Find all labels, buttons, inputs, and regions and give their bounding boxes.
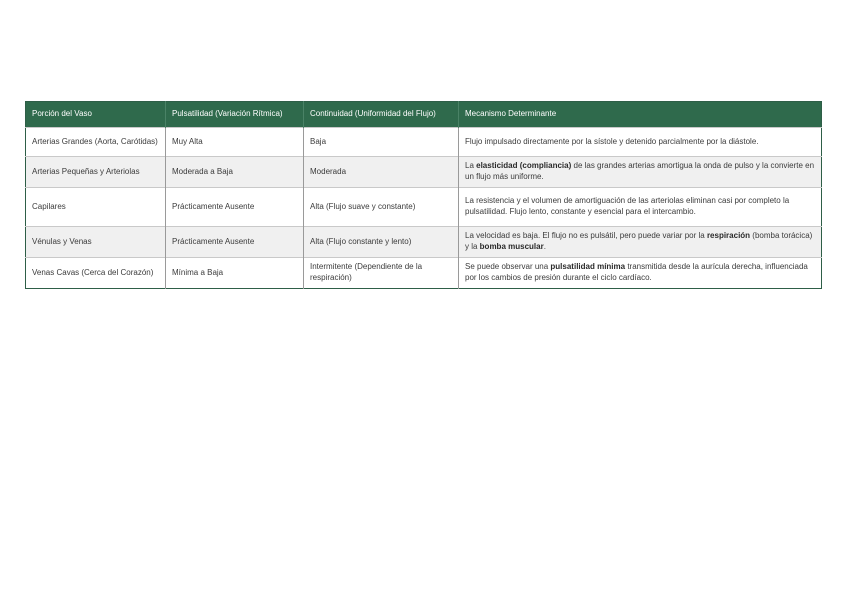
- mechanism-text: La velocidad es baja. El flujo no es pulsátil, pero puede variar por la: [465, 231, 707, 241]
- cell-mechanism: [459, 188, 822, 227]
- cell-mechanism: [459, 258, 822, 289]
- table-row: [26, 157, 822, 188]
- cell-pulsatility: Prácticamente Ausente: [166, 188, 304, 227]
- mechanism-text: La resistencia y el volumen de amortiguación de las arteriolas eliminan casi por completo la pulsatilidad. Flujo lento, constante y esencial para el intercambio.: [465, 196, 790, 216]
- mechanism-bold-term: respiración: [706, 231, 751, 241]
- column-header-continuity: Continuidad (Uniformidad del Flujo): [304, 102, 459, 128]
- cell-pulsatility: Muy Alta: [166, 128, 304, 157]
- table-row: [26, 128, 822, 157]
- cell-continuity: Alta (Flujo suave y constante): [304, 188, 459, 227]
- cell-continuity: Moderada: [304, 157, 459, 188]
- cell-pulsatility: Prácticamente Ausente: [166, 227, 304, 258]
- table-row: [26, 258, 822, 289]
- cell-mechanism: [459, 128, 822, 157]
- table-row: [26, 227, 822, 258]
- cell-mechanism: [459, 227, 822, 258]
- cell-pulsatility: Mínima a Baja: [166, 258, 304, 289]
- mechanism-text: transmitida desde la aurícula derecha, influenciada por los cambios de presión durante el ciclo cardíaco.: [465, 262, 808, 282]
- cell-vessel: Arterias Grandes (Aorta, Carótidas): [26, 128, 166, 157]
- mechanism-bold-term: elasticidad (compliancia): [476, 161, 572, 171]
- vessel-flow-table: [25, 101, 822, 289]
- mechanism-bold-term: bomba muscular: [479, 242, 544, 251]
- cell-continuity: Baja: [304, 128, 459, 157]
- table-header-row: [26, 102, 822, 128]
- cell-vessel: Vénulas y Venas: [26, 227, 166, 258]
- mechanism-text: de las grandes arterias amortigua la onda de pulso y la convierte en un flujo más uniforme.: [465, 161, 815, 181]
- cell-continuity: Alta (Flujo constante y lento): [304, 227, 459, 258]
- cell-pulsatility: Moderada a Baja: [166, 157, 304, 188]
- cell-mechanism: [459, 157, 822, 188]
- column-header-pulsatility: Pulsatilidad (Variación Rítmica): [166, 102, 304, 128]
- cell-continuity: Intermitente (Dependiente de la respiración): [304, 258, 459, 289]
- mechanism-bold-term: pulsatilidad mínima: [550, 262, 626, 272]
- column-header-mechanism: Mecanismo Determinante: [459, 102, 822, 128]
- mechanism-text: Se puede observar una: [465, 262, 551, 272]
- table-row: [26, 188, 822, 227]
- mechanism-text: .: [543, 242, 546, 251]
- mechanism-text: (bomba torácica) y la: [465, 231, 813, 251]
- column-header-vessel: Porción del Vaso: [26, 102, 166, 128]
- cell-vessel: Capilares: [26, 188, 166, 227]
- cell-vessel: Arterias Pequeñas y Arteriolas: [26, 157, 166, 188]
- cell-vessel: Venas Cavas (Cerca del Corazón): [26, 258, 166, 289]
- mechanism-text: Flujo impulsado directamente por la sístole y detenido parcialmente por la diástole.: [465, 136, 759, 146]
- mechanism-text: La: [465, 161, 477, 171]
